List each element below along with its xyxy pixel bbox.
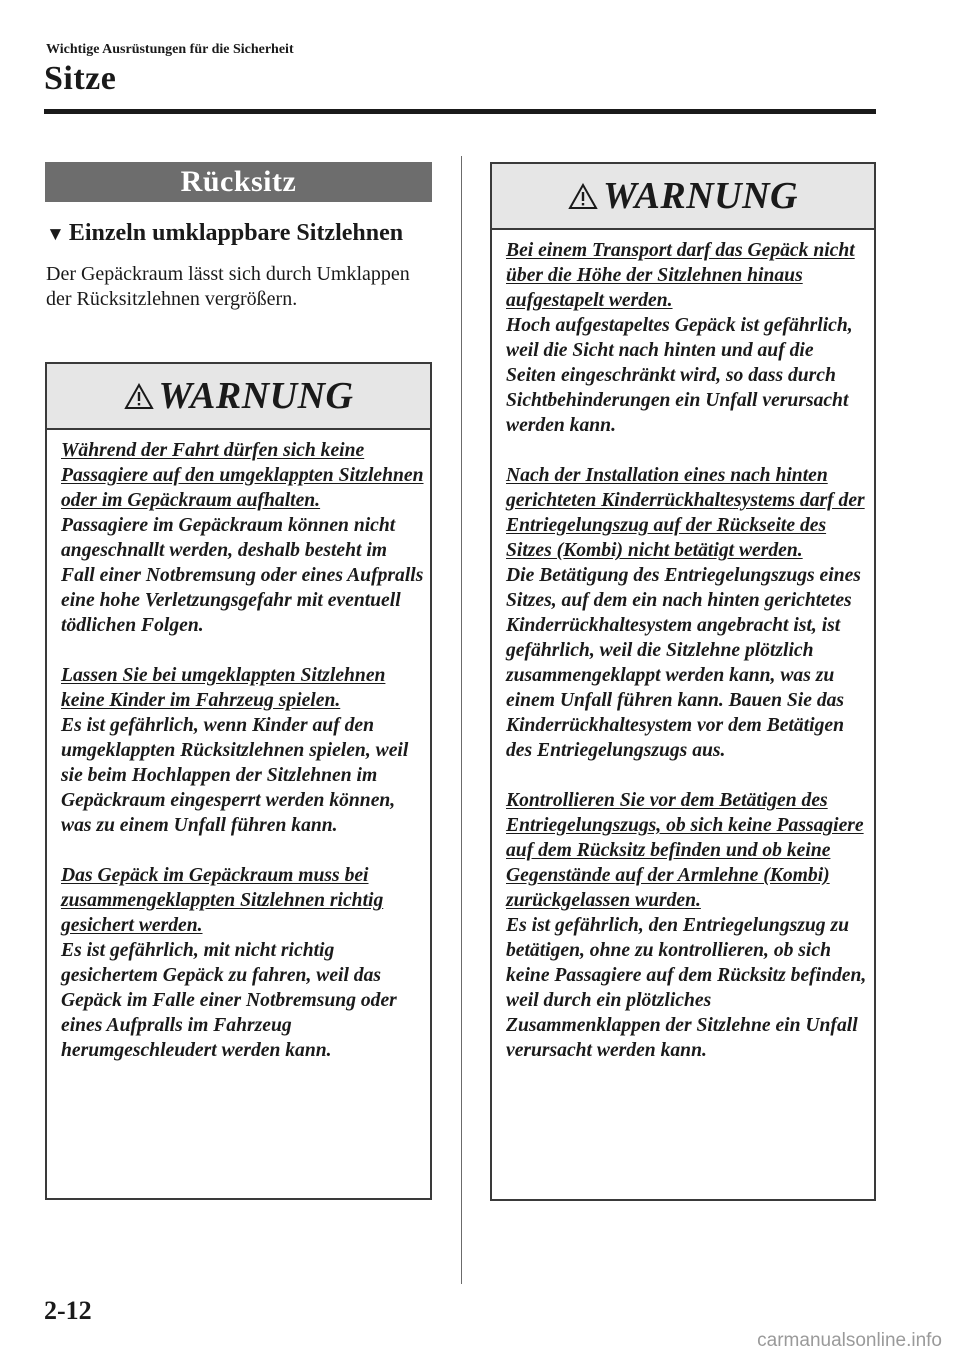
warning-item-text: Es ist gefährlich, wenn Kinder auf den umgeklappten Rücksitzlehnen spielen, weil sie beim Hochlappen der Sitzlehnen im Gepäckraum eingesperrt werden können, was zu einem Unfall führen kann. <box>61 715 409 836</box>
column-divider <box>461 156 462 1284</box>
sub-heading <box>46 220 403 247</box>
intro-text: Der Gepäckraum lässt sich durch Umklappen der Rücksitzlehnen vergrößern. <box>46 263 410 310</box>
warning-item-text: Hoch aufgestapeltes Gepäck ist gefährlich, weil die Sicht nach hinten und auf die Seiten eingeschränkt wird, so dass durch Sichtbehinderungen ein Unfall verursacht werden kann. <box>506 315 853 436</box>
warning-label: WARNUNG <box>158 375 354 417</box>
warning-item-heading: Lassen Sie bei umgeklappten Sitzlehnen keine Kinder im Fahrzeug spielen. <box>61 665 386 711</box>
warning-item-text: Die Betätigung des Entriegelungszugs eines Sitzes, auf dem ein nach hinten gerichtetes Kinderrückhaltesystem angebracht ist, ist gefährlich, weil die Sitzlehne plötzlich zusammengeklappt werden kann, was zu einem Unfall führen kann. Bauen Sie das Kinderrückhaltesystem vor dem Betätigen des Entriegelungszugs aus. <box>506 565 861 761</box>
warning-item <box>506 788 868 1063</box>
header-rule <box>44 109 876 114</box>
section-banner: Rücksitz <box>45 162 432 202</box>
warning-body <box>47 430 430 1063</box>
warning-header <box>492 164 874 230</box>
warning-triangle-icon <box>568 183 598 210</box>
warning-item-heading: Bei einem Transport darf das Gepäck nicht über die Höhe der Sitzlehnen hinaus aufgestapelt werden. <box>506 240 855 311</box>
warning-box-left <box>45 362 432 1200</box>
warning-item-text: Passagiere im Gepäckraum können nicht angeschnallt werden, deshalb besteht im Fall einer Notbremsung oder eines Aufpralls eine hohe Verletzungsgefahr mit eventuell tödlichen Folgen. <box>61 515 424 636</box>
triangle-marker-icon: ▼ <box>46 224 65 245</box>
warning-item-heading: Kontrollieren Sie vor dem Betätigen des Entriegelungszugs, ob sich keine Passagiere auf dem Rücksitz befinden und ob keine Gegenstände auf der Armlehne (Kombi) zurückgelassen wurden. <box>506 790 864 911</box>
warning-item-text: Es ist gefährlich, mit nicht richtig gesichertem Gepäck zu fahren, weil das Gepäck im Falle einer Notbremsung oder eines Aufpralls im Fahrzeug herumgeschleudert werden kann. <box>61 940 397 1061</box>
page-title: Sitze <box>44 60 117 97</box>
watermark: carmanualsonline.info <box>757 1330 942 1351</box>
warning-header <box>47 364 430 430</box>
warning-body <box>492 230 874 1063</box>
warning-item <box>506 463 868 763</box>
warning-item-heading: Das Gepäck im Gepäckraum muss bei zusammengeklappten Sitzlehnen richtig gesichert werden. <box>61 865 384 936</box>
page-number: 2-12 <box>44 1296 92 1325</box>
header-kicker: Wichtige Ausrüstungen für die Sicherheit <box>46 42 294 57</box>
warning-triangle-icon <box>124 383 154 410</box>
warning-label: WARNUNG <box>603 175 798 217</box>
warning-item <box>506 238 868 438</box>
warning-item-heading: Nach der Installation eines nach hinten gerichteten Kinderrückhaltesystems darf der Entriegelungszug auf der Rückseite des Sitzes (Kombi) nicht betätigt werden. <box>506 465 865 561</box>
sub-heading-text: Einzeln umklappbare Sitzlehnen <box>68 220 404 246</box>
warning-item-heading: Während der Fahrt dürfen sich keine Passagiere auf den umgeklappten Sitzlehnen oder im Gepäckraum aufhalten. <box>61 440 424 511</box>
warning-item-text: Es ist gefährlich, den Entriegelungszug zu betätigen, ohne zu kontrollieren, ob sich keine Passagiere auf dem Rücksitz befinden, weil durch ein plötzliches Zusammenklappen der Sitzlehne ein Unfall verursacht werden kann. <box>506 915 867 1061</box>
warning-item <box>61 663 424 838</box>
warning-box-right <box>490 162 876 1201</box>
warning-item <box>61 863 424 1063</box>
warning-item <box>61 438 424 638</box>
